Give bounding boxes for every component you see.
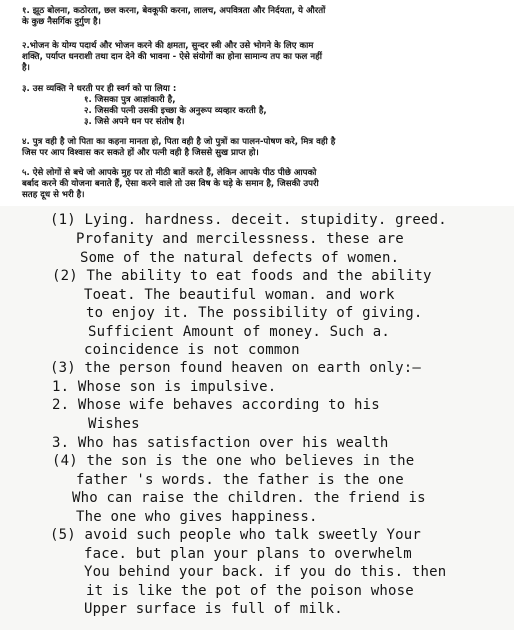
- hindi-para-3-heading: ३. उस व्यक्ति ने धरती पर ही स्वर्ग को पा लिया :: [22, 84, 177, 94]
- english-line-02: Profanity and mercilessness. these are: [76, 231, 404, 247]
- english-line-08: coincidence is not common: [84, 342, 300, 358]
- english-line-14: (4) the son is the one who believes in the: [52, 453, 415, 469]
- english-line-11: 2. Whose wife behaves according to his: [52, 397, 380, 413]
- english-line-21: it is like the pot of the poison whose: [86, 583, 414, 599]
- english-line-13: 3. Who has satisfaction over his wealth: [52, 435, 389, 451]
- english-line-07: Sufficient Amount of money. Such a.: [88, 324, 391, 340]
- hindi-para-5-line-2: बर्बाद करने की योजना बनाते हैं, ऐसा करने वाले तो उस विष के घड़े के समान है, जिसकी उपरी: [22, 179, 319, 189]
- english-line-15: father 's words. the father is the one: [76, 472, 404, 488]
- english-line-20: You behind your back. if you do this. then: [84, 564, 447, 580]
- hindi-para-4-line-2: जिस पर आप विश्वास कर सकते हों और पत्नी वही है जिससे सुख प्राप्त हो।: [22, 148, 259, 158]
- hindi-para-1-line-2: के कुछ नैसर्गिक दुर्गुण है।: [22, 17, 101, 27]
- hindi-para-3-item-3: ३. जिसे अपने धन पर संतोष है।: [84, 117, 185, 127]
- english-line-12: Wishes: [88, 416, 140, 432]
- english-line-05: Toeat. The beautiful woman. and work: [84, 287, 395, 303]
- hindi-para-4-line-1: ४. पुत्र वही है जो पिता का कहना मानता हो, पिता वही है जो पुत्रों का पालन-पोषण करे, मित्र वही है: [22, 137, 336, 147]
- english-line-22: Upper surface is full of milk.: [84, 601, 343, 617]
- english-line-06: to enjoy it. The possibility of giving.: [86, 305, 423, 321]
- english-line-17: The one who gives happiness.: [76, 509, 318, 525]
- english-line-03: Some of the natural defects of women.: [80, 250, 400, 266]
- english-line-18: (5) avoid such people who talk sweetly Your: [50, 527, 422, 543]
- hindi-para-3-item-2: २. जिसकी पत्नी उसकी इच्छा के अनुरूप व्यव्हार करती है,: [84, 106, 267, 116]
- english-line-01: (1) Lying. hardness. deceit. stupidity. greed.: [50, 212, 447, 228]
- hindi-para-5-line-1: ५. ऐसे लोगों से बचे जो आपके मुह पर तो मीठी बातें करते हैं, लेकिन आपके पीठ पीछे आपको: [22, 168, 317, 178]
- hindi-para-1-line-1: १. झूठ बोलना, कठोरता, छल करना, बेवकूफी करना, लालच, अपवित्रता और निर्दयता, ये औरतों: [22, 6, 326, 16]
- hindi-para-2-line-1: २.भोजन के योग्य पदार्थ और भोजन करने की क्षमता, सुन्दर स्त्री और उसे भोगने के लिए काम: [22, 41, 314, 51]
- english-line-16: Who can raise the children. the friend is: [72, 490, 426, 506]
- hindi-para-3-item-1: १. जिसका पुत्र आज्ञांकारी है,: [84, 95, 176, 105]
- hindi-para-2-line-2: शक्ति, पर्याप्त धनराशी तथा दान देने की भावना - ऐसे संयोगों का होना सामान्य तप का फल नहीं: [22, 52, 322, 62]
- hindi-para-2-line-3: है।: [22, 63, 30, 73]
- english-handwritten-translation: [0, 206, 514, 630]
- english-line-19: face. but plan your plans to overwhelm: [84, 546, 412, 562]
- english-line-09: (3) the person found heaven on earth only:—: [50, 360, 422, 376]
- english-line-10: 1. Whose son is impulsive.: [52, 379, 277, 395]
- hindi-text-section: [0, 0, 514, 206]
- english-line-04: (2) The ability to eat foods and the ability: [52, 268, 432, 284]
- hindi-para-5-line-3: सतह दूध से भरी है।: [22, 190, 85, 200]
